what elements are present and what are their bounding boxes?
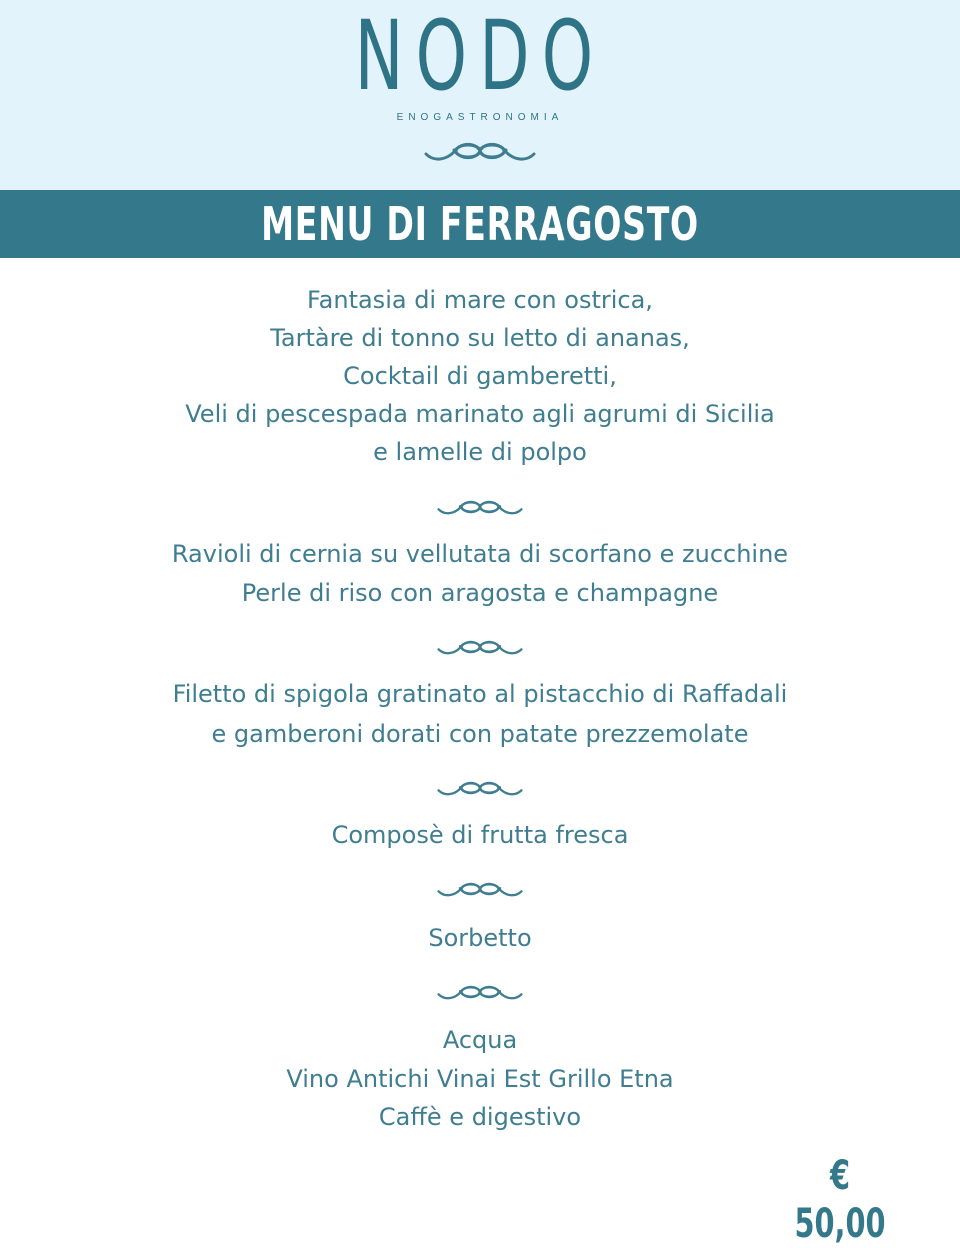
rope-knot-icon (437, 981, 523, 1003)
menu-line: Veli di pescespada marinato agli agrumi di Sicilia (185, 400, 775, 428)
menu-line: Ravioli di cernia su vellutata di scorfano e zucchine (171, 540, 789, 568)
rope-knot-icon (437, 878, 523, 900)
menu-line: Sorbetto (428, 924, 532, 952)
rope-knot-icon (437, 777, 523, 799)
menu-line: Filetto di spigola gratinato al pistacchio di Raffadali (172, 680, 788, 708)
brand-logo: NODO (354, 0, 606, 112)
menu-line: Caffè e digestivo (378, 1103, 582, 1131)
menu-line: Acqua (442, 1026, 518, 1054)
menu-line: Perle di riso con aragosta e champagne (241, 579, 719, 607)
menu-line: Tartàre di tonno su letto di ananas, (270, 324, 690, 352)
title-banner (0, 190, 960, 258)
brand-tagline: ENOGASTRONOMIA (396, 112, 564, 123)
header-area (0, 0, 960, 190)
menu-line: Composè di frutta fresca (331, 821, 629, 849)
menu-title: MENU DI FERRAGOSTO (261, 197, 699, 251)
menu-line: e lamelle di polpo (373, 438, 587, 466)
rope-knot-icon (437, 496, 523, 518)
rope-knot-icon (424, 138, 536, 164)
menu-line: Fantasia di mare con ostrica, (307, 286, 653, 314)
menu-line: e gamberoni dorati con patate prezzemolate (211, 720, 749, 748)
menu-line: Vino Antichi Vinai Est Grillo Etna (286, 1065, 674, 1093)
menu-price: € 50,00 (794, 1153, 886, 1247)
menu-line: Cocktail di gamberetti, (343, 362, 617, 390)
rope-knot-icon (437, 636, 523, 658)
